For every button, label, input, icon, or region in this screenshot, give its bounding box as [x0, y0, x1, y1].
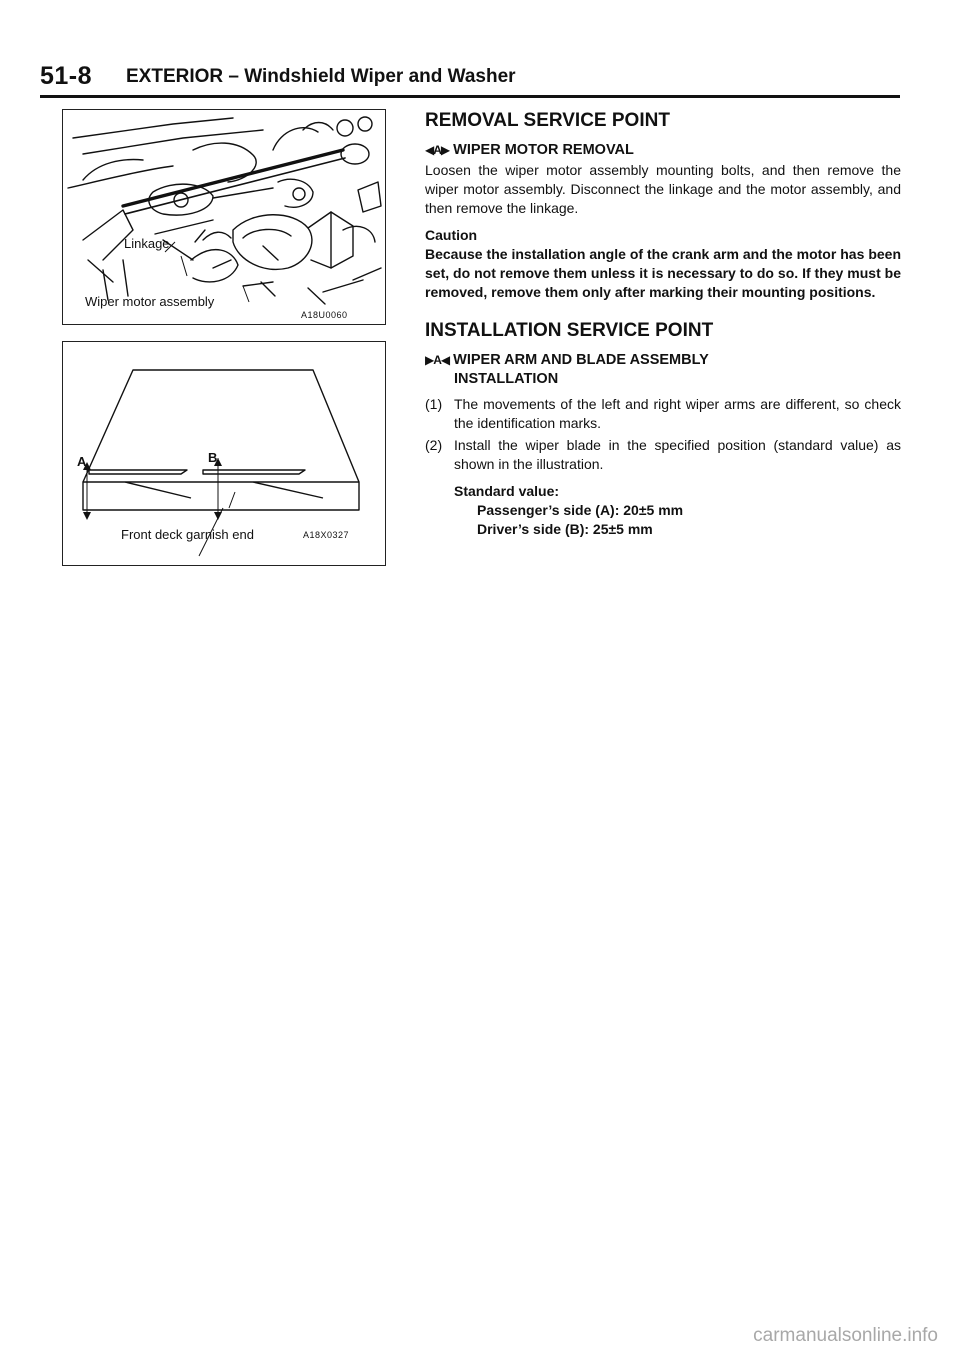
passenger-value: Passenger’s side (A): 20±5 mm	[477, 502, 684, 518]
removal-body: Loosen the wiper motor assembly mounting bolts, and then remove the wiper motor assembly. Disconnect the linkage and the motor assembly, and then remove the linkage.	[425, 162, 901, 216]
blade-position-figure	[62, 341, 386, 566]
front-deck-label: Front deck garnish end	[121, 527, 254, 542]
text-column	[425, 110, 901, 539]
driver-value: Driver’s side (B): 25±5 mm	[477, 521, 653, 537]
page-header	[40, 62, 900, 96]
removal-subheading: ◀A▶ WIPER MOTOR REMOVAL	[425, 142, 634, 158]
standard-value-label: Standard value:	[454, 483, 560, 499]
wiper-motor-figure	[62, 109, 386, 325]
removal-heading: REMOVAL SERVICE POINT	[425, 110, 670, 131]
installation-subheading: ▶A◀ WIPER ARM AND BLADE ASSEMBLY	[425, 352, 709, 368]
list-item: (1) The movements of the left and right wiper arms are different, so check the identification marks.	[425, 396, 901, 431]
label-b: B	[208, 450, 218, 465]
caution-title: Caution	[425, 227, 478, 243]
section-title: EXTERIOR – Windshield Wiper and Washer	[126, 66, 516, 87]
list-item: (2) Install the wiper blade in the specified position (standard value) as shown in the illustration.	[425, 437, 901, 472]
label-a: A	[77, 454, 87, 469]
service-marker-icon: ▶A◀	[425, 353, 450, 367]
linkage-label: Linkage	[124, 236, 170, 251]
service-marker-icon: ◀A▶	[425, 143, 450, 157]
installation-subheading-line2: INSTALLATION	[454, 371, 559, 387]
installation-heading: INSTALLATION SERVICE POINT	[425, 320, 714, 341]
watermark: carmanualsonline.info	[753, 1325, 938, 1346]
figure-code: A18X0327	[303, 530, 350, 540]
wiper-motor-label: Wiper motor assembly	[85, 294, 215, 309]
figure-code: A18U0060	[301, 310, 348, 320]
header-rule	[40, 95, 900, 98]
caution-body: Because the installation angle of the crank arm and the motor has been set, do not remove them unless it is necessary to do so. If they must be removed, remove them only after marking their mounting positions.	[425, 246, 901, 300]
page-number: 51-8	[40, 62, 93, 90]
standard-value-block	[454, 482, 901, 539]
wiper-motor-illustration	[63, 110, 385, 324]
